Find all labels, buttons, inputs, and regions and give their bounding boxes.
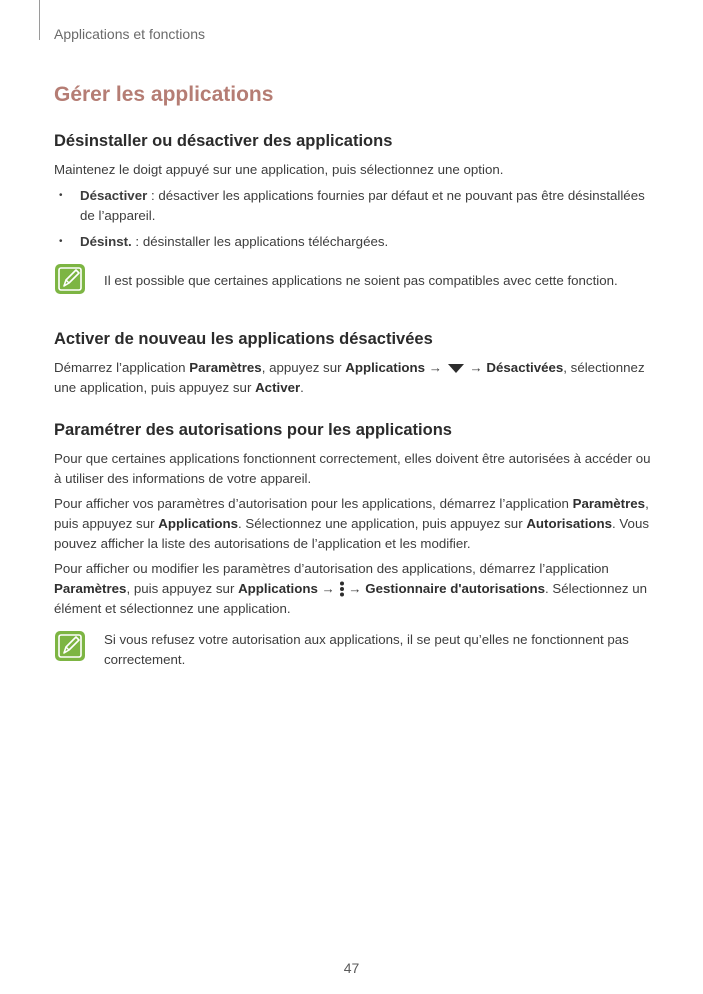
text-run: Pour afficher vos paramètres d’autorisation pour les applications, démarrez l’application [54, 496, 573, 511]
bullet-item [54, 232, 654, 252]
running-header: Applications et fonctions [54, 26, 205, 42]
bullet-dot: • [59, 236, 63, 247]
arrow-text: → [344, 581, 366, 596]
bold-run: Applications [158, 516, 239, 531]
bullet-term: Désinst. [80, 234, 132, 249]
arrow-text: → [317, 581, 339, 596]
bullet-text: : désinstaller les applications téléchargées. [131, 234, 389, 249]
note-text: Il est possible que certaines applications ne soient pas compatibles avec cette fonction. [104, 273, 618, 288]
text-run: . Sélectionnez une application, puis appuyez sur [238, 516, 527, 531]
section-heading: Désinstaller ou désactiver des applications [54, 132, 393, 150]
arrow-text: → [425, 360, 446, 375]
margin-rule [39, 0, 40, 40]
text-run: . Vous pouvez afficher la liste des autorisations de l’application et les modifier. [54, 516, 649, 551]
section-paragraph [54, 358, 654, 398]
note-pencil-icon [54, 263, 86, 295]
text-run: , puis appuyez sur [54, 496, 649, 531]
text-run: Pour afficher ou modifier les paramètres d’autorisation des applications, démarrez l’application [54, 561, 609, 576]
text-run: , puis appuyez sur [126, 581, 239, 596]
bold-run: Activer [255, 380, 301, 395]
page-number: 47 [343, 960, 360, 976]
section-intro: Maintenez le doigt appuyé sur une application, puis sélectionnez une option. [54, 162, 504, 177]
section-paragraph [54, 559, 654, 619]
text-run: , sélectionnez une application, puis appuyez sur [54, 360, 645, 395]
note-permissions [54, 630, 654, 670]
bold-run: Paramètres [572, 496, 646, 511]
bullet-text: : désactiver les applications fournies par défaut et ne pouvant pas être désinstallées de l’appareil. [80, 188, 645, 223]
note-compatibility [54, 263, 654, 291]
section-uninstall [54, 132, 654, 258]
arrow-text: → [465, 360, 487, 375]
page-title: Gérer les applications [54, 83, 274, 106]
bullet-item [54, 186, 654, 226]
bold-run: Applications [345, 360, 426, 375]
section-heading: Activer de nouveau les applications désactivées [54, 330, 433, 348]
section-heading: Paramétrer des autorisations pour les applications [54, 421, 452, 439]
bullet-list [54, 186, 654, 252]
section-paragraph: Pour que certaines applications fonctionnent correctement, elles doivent être autorisées à accéder ou à utiliser des informations de votre appareil. [54, 451, 651, 486]
bullet-term: Désactiver [80, 188, 148, 203]
text-run: , appuyez sur [261, 360, 346, 375]
bullet-dot: • [59, 190, 63, 201]
section-paragraph [54, 494, 654, 554]
note-text: Si vous refusez votre autorisation aux applications, il se peut qu’elles ne fonctionnent pas correctement. [104, 632, 629, 667]
bold-run: Paramètres [54, 581, 127, 596]
bold-run: Paramètres [189, 360, 262, 375]
text-run: . [300, 380, 304, 395]
bold-run: Désactivées [486, 360, 564, 375]
section-reactivate [54, 330, 654, 403]
text-run: . Sélectionnez un élément et sélectionnez une application. [54, 581, 647, 616]
section-permissions [54, 421, 654, 624]
note-pencil-icon [54, 630, 86, 662]
bold-run: Gestionnaire d'autorisations [365, 581, 545, 596]
dropdown-triangle-icon [446, 362, 466, 374]
text-run: Démarrez l’application [54, 360, 190, 375]
bold-run: Applications [238, 581, 318, 596]
bold-run: Autorisations [526, 516, 613, 531]
